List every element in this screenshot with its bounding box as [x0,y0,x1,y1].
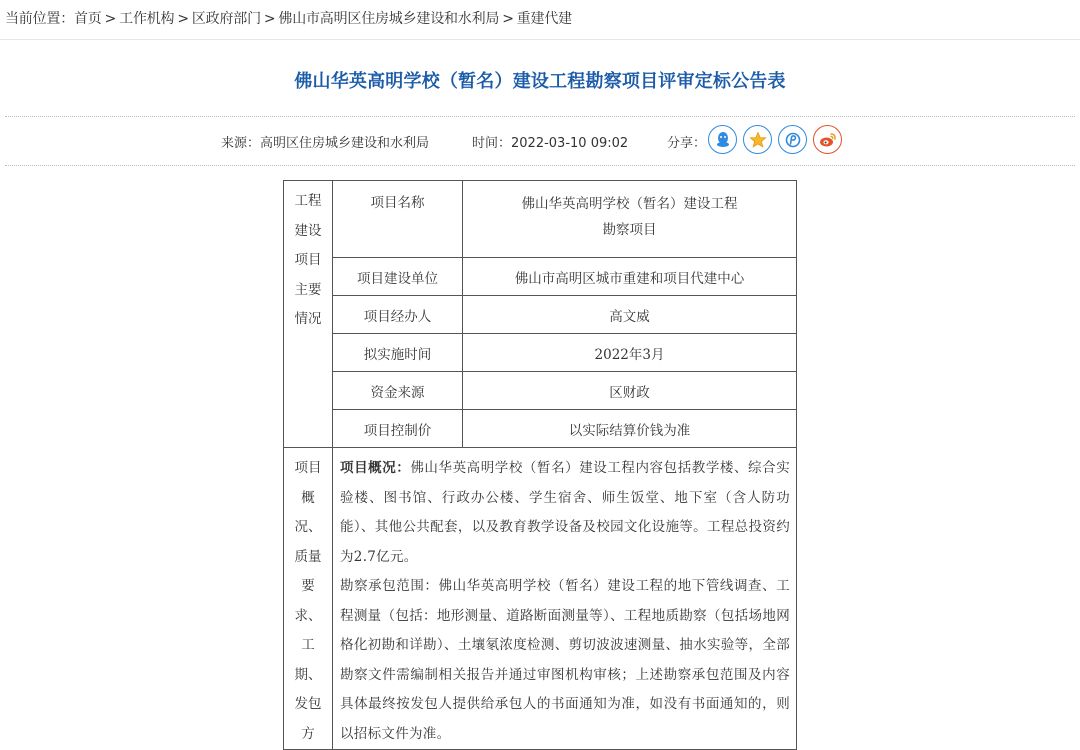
meta-divider-bottom [5,165,1075,166]
section-label-basic [284,181,333,448]
section-label-line: 情况 [294,311,322,327]
overview-paragraph [340,454,790,572]
section-label-line: 期、 [294,666,322,683]
row-value-handler: 高文威 [463,296,797,334]
share-label: 分享： [667,136,707,151]
section-label-line: 工 [301,637,315,653]
share-icons [708,125,842,154]
row-value-control-price: 以实际结算价钱为准 [463,410,797,448]
overview-detail [333,448,797,750]
table-row [284,181,797,258]
section-label-line: 项目 [294,460,322,476]
section-label-overview [284,448,333,750]
source-value: 高明区住房城乡建设和水利局 [260,136,430,151]
section-label-line: 方 [301,725,315,742]
project-name-line: 佛山华英高明学校（暂名）建设工程 [521,196,738,212]
row-key-construction-unit: 项目建设单位 [333,258,463,296]
row-value-implementation-time: 2022年3月 [463,334,797,372]
weibo-icon[interactable] [813,125,842,154]
breadcrumb-separator: > [177,11,189,27]
section-label-line: 况、 [294,519,322,535]
table-row [284,334,797,372]
section-label-line: 建设 [294,222,322,239]
row-value-funding-source: 区财政 [463,372,797,410]
section-label-line: 概 [301,489,315,506]
breadcrumb-bureau-link[interactable]: 佛山市高明区住房城乡建设和水利局 [278,11,500,27]
table-row [284,258,797,296]
breadcrumb-prefix: 当前位置： [5,11,74,27]
project-name-line: 勘察项目 [602,222,657,238]
row-key-implementation-time: 拟实施时间 [333,334,463,372]
breadcrumb-separator: > [263,11,276,27]
meta-divider-top [5,116,1075,117]
time-value: 2022-03-10 09:02 [511,136,629,151]
project-info-table [283,180,797,750]
overview-title: 项目概况： [340,460,411,476]
section-label-line: 发包 [294,696,322,712]
section-label-line: 质量 [294,548,322,565]
table-row [284,448,797,750]
scope-paragraph: 勘察承包范围：佛山华英高明学校（暂名）建设工程的地下管线调查、工程测量（包括：地形测量、道路断面测量等）、工程地质勘察（包括场地网格化初勘和详勘）、土壤氡浓度检测、剪切波波速测量、抽水实验等，全部勘察文件需编制相关报告并通过审图机构审核；上述勘察承包范围及内容具体最终按发包人提供给承包人的书面通知为准，如没有书面通知的，则以招标文件为准。 [340,578,790,742]
section-label-line: 要 [301,578,315,594]
table-row [284,410,797,448]
breadcrumb-work-agency-link[interactable]: 工作机构 [119,11,175,27]
breadcrumb-district-dept-link[interactable]: 区政府部门 [191,11,261,27]
table-row [284,296,797,334]
header-divider [0,39,1080,40]
row-key-control-price: 项目控制价 [333,410,463,448]
section-label-line: 项目 [294,252,322,268]
row-key-funding-source: 资金来源 [333,372,463,410]
row-value-construction-unit: 佛山市高明区城市重建和项目代建中心 [463,258,797,296]
row-key-handler: 项目经办人 [333,296,463,334]
breadcrumb-separator: > [104,11,117,27]
section-label-line: 求、 [294,607,322,624]
section-label-line: 工程 [294,193,322,209]
meta-source [221,132,429,151]
qzone-icon[interactable] [743,125,772,154]
row-key-project-name: 项目名称 [333,181,463,258]
meta-time [472,132,628,151]
breadcrumb-current-link[interactable]: 重建代建 [516,11,572,27]
breadcrumb [5,8,572,28]
row-value-project-name [463,181,797,258]
source-label: 来源： [221,136,261,151]
table-row [284,372,797,410]
page-title: 佛山华英高明学校（暂名）建设工程勘察项目评审定标公告表 [294,71,786,92]
qq-icon[interactable] [708,125,737,154]
breadcrumb-home-link[interactable]: 首页 [74,11,102,27]
overview-text: 佛山华英高明学校（暂名）建设工程内容包括教学楼、综合实验楼、图书馆、行政办公楼、学生宿舍、师生饭堂、地下室（含人防功能）、其他公共配套，以及教育教学设备及校园文化设施等。工程总投资约为2.7亿元。 [340,460,790,565]
section-label-line: 主要 [294,281,322,298]
wechat-icon[interactable] [778,125,807,154]
time-label: 时间： [472,136,512,151]
breadcrumb-separator: > [502,11,514,27]
